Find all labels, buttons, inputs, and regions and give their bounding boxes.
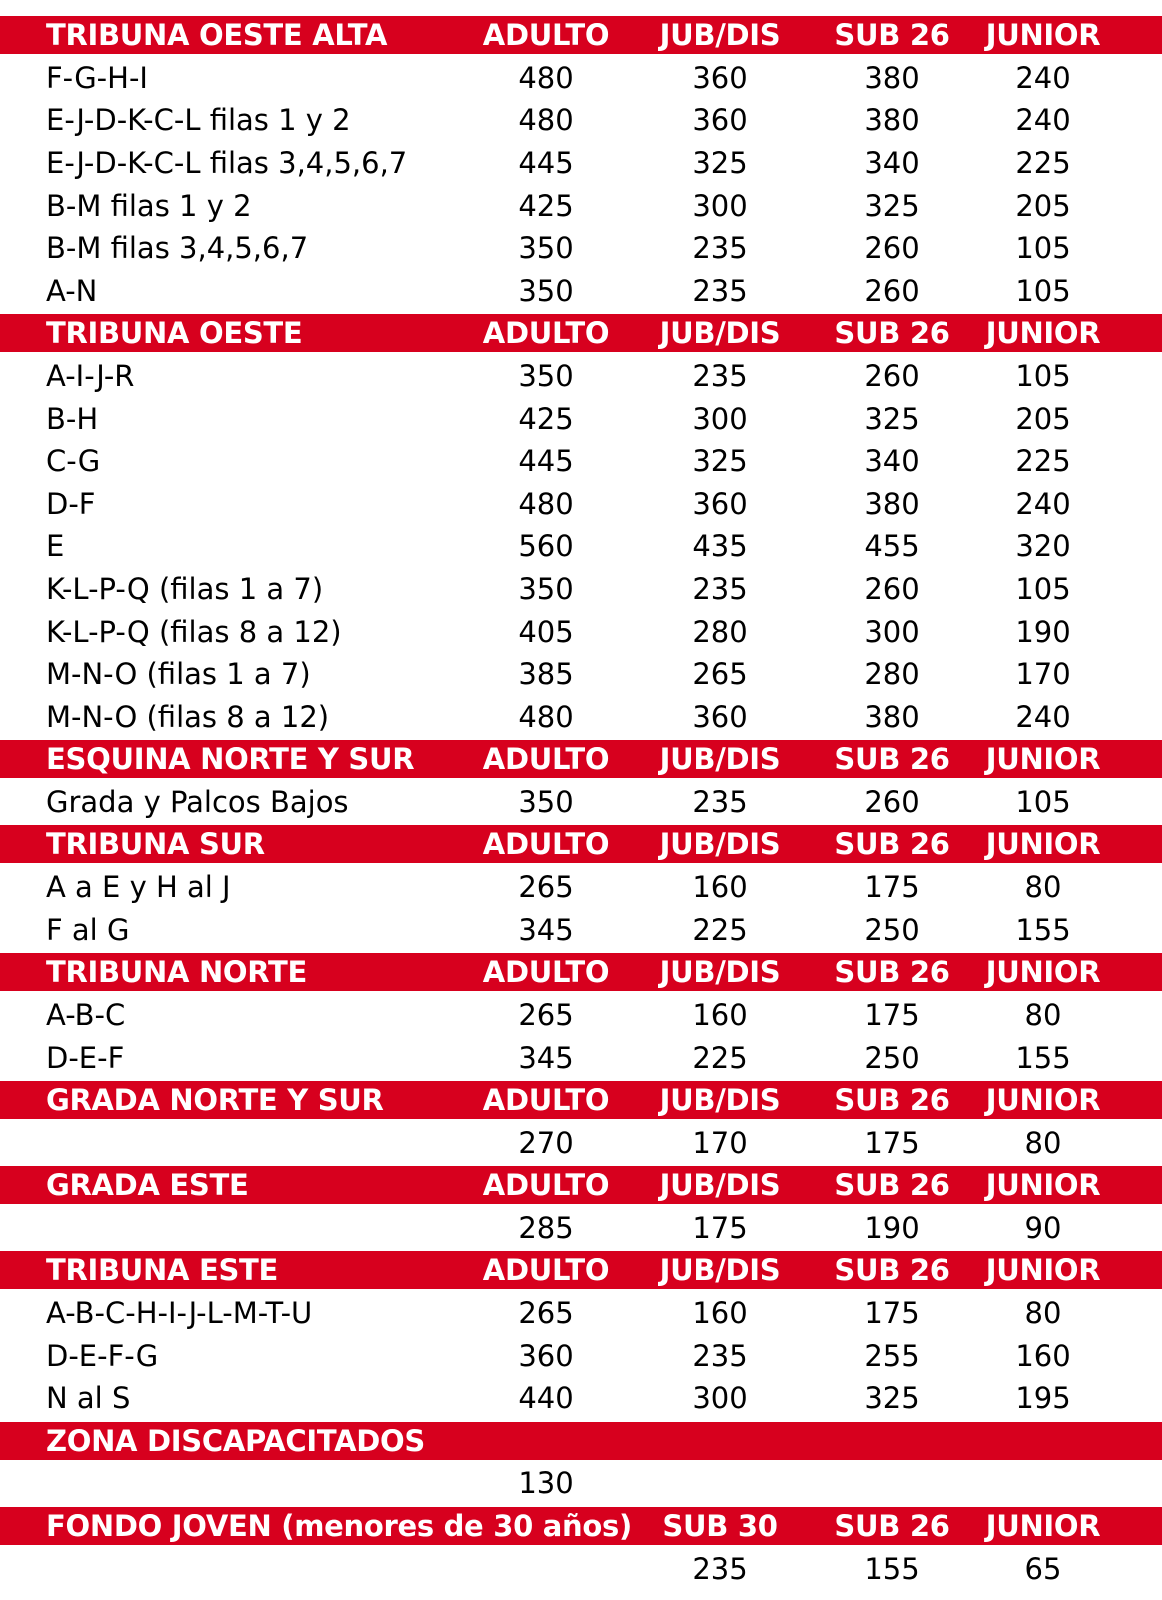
price-cell: 300 xyxy=(692,1381,748,1416)
price-cell: 260 xyxy=(864,784,920,819)
price-cell: 225 xyxy=(692,1040,748,1075)
section-title: TRIBUNA OESTE ALTA xyxy=(46,18,388,52)
table-row xyxy=(0,568,1162,611)
price-cell: 265 xyxy=(518,1296,574,1331)
column-header: SUB 26 xyxy=(834,18,950,52)
price-cell: 350 xyxy=(518,273,574,308)
column-header: JUB/DIS xyxy=(659,1253,781,1288)
row-label: F al G xyxy=(46,912,130,947)
price-cell: 445 xyxy=(518,146,574,181)
row-label xyxy=(46,1462,516,1505)
column-header: JUNIOR xyxy=(985,1168,1101,1203)
price-cell: 285 xyxy=(518,1210,574,1245)
price-cell: 260 xyxy=(864,359,920,394)
column-header: SUB 26 xyxy=(834,742,950,777)
price-cell: 425 xyxy=(518,401,574,436)
price-cell: 235 xyxy=(692,359,748,394)
row-label: M-N-O (filas 1 a 7) xyxy=(46,657,311,692)
price-cell: 435 xyxy=(692,529,748,564)
price-cell: 270 xyxy=(518,1125,574,1160)
price-cell: 190 xyxy=(864,1210,920,1245)
row-label xyxy=(46,1207,516,1250)
section-header xyxy=(0,953,1162,991)
section-title: TRIBUNA OESTE xyxy=(46,316,303,351)
row-label xyxy=(46,1121,516,1164)
section-title: ESQUINA NORTE Y SUR xyxy=(46,742,415,777)
row-label: E-J-D-K-C-L filas 1 y 2 xyxy=(46,103,351,138)
price-cell: 325 xyxy=(692,146,748,181)
price-cell: 350 xyxy=(518,231,574,266)
table-row xyxy=(0,1207,1162,1250)
price-cell: 235 xyxy=(692,273,748,308)
price-cell: 360 xyxy=(692,60,748,95)
table-row xyxy=(0,142,1162,185)
section-header xyxy=(0,1251,1162,1289)
price-cell xyxy=(471,1547,621,1590)
price-cell: 235 xyxy=(692,1338,748,1373)
price-cell: 380 xyxy=(864,103,920,138)
price-cell: 405 xyxy=(518,614,574,649)
column-header xyxy=(471,1422,621,1460)
price-cell: 240 xyxy=(1015,699,1071,734)
table-row xyxy=(0,1377,1162,1420)
price-cell: 360 xyxy=(518,1338,574,1373)
row-label: N al S xyxy=(46,1381,131,1416)
table-row xyxy=(0,397,1162,440)
section-header xyxy=(0,740,1162,778)
price-cell: 280 xyxy=(864,657,920,692)
price-cell: 80 xyxy=(1024,1125,1062,1160)
price-cell: 380 xyxy=(864,486,920,521)
price-cell: 425 xyxy=(518,188,574,223)
column-header: JUNIOR xyxy=(985,742,1101,777)
table-row xyxy=(0,355,1162,398)
price-cell: 175 xyxy=(864,870,920,905)
price-cell: 350 xyxy=(518,572,574,607)
price-cell: 80 xyxy=(1024,1296,1062,1331)
price-cell: 320 xyxy=(1015,529,1071,564)
column-header xyxy=(471,1507,621,1545)
row-label: E-J-D-K-C-L filas 3,4,5,6,7 xyxy=(46,146,408,181)
price-cell: 380 xyxy=(864,60,920,95)
column-header: SUB 30 xyxy=(662,1508,778,1543)
section-title: TRIBUNA NORTE xyxy=(46,955,308,990)
price-cell: 340 xyxy=(864,146,920,181)
price-cell: 225 xyxy=(1015,146,1071,181)
section-header xyxy=(0,1422,1162,1460)
price-cell: 260 xyxy=(864,231,920,266)
column-header: JUNIOR xyxy=(985,1508,1101,1543)
price-cell: 560 xyxy=(518,529,574,564)
row-label: B-M filas 1 y 2 xyxy=(46,188,252,223)
row-label: A-B-C-H-I-J-L-M-T-U xyxy=(46,1296,313,1331)
table-row xyxy=(0,99,1162,142)
table-row xyxy=(0,1334,1162,1377)
price-cell: 195 xyxy=(1015,1381,1071,1416)
price-cell: 155 xyxy=(1015,1040,1071,1075)
column-header: ADULTO xyxy=(482,955,610,990)
price-cell: 105 xyxy=(1015,273,1071,308)
row-label: K-L-P-Q (filas 1 a 7) xyxy=(46,572,324,607)
price-cell: 130 xyxy=(518,1466,574,1501)
row-label: K-L-P-Q (filas 8 a 12) xyxy=(46,614,342,649)
column-header: JUB/DIS xyxy=(659,742,781,777)
column-header: ADULTO xyxy=(482,827,610,862)
price-cell: 160 xyxy=(1015,1338,1071,1373)
price-cell: 105 xyxy=(1015,231,1071,266)
price-cell: 300 xyxy=(692,401,748,436)
price-cell: 155 xyxy=(864,1551,920,1586)
price-cell: 175 xyxy=(864,997,920,1032)
column-header: JUNIOR xyxy=(985,18,1101,52)
section-header xyxy=(0,1081,1162,1119)
table-row xyxy=(0,525,1162,568)
table-row xyxy=(0,610,1162,653)
column-header: SUB 26 xyxy=(834,955,950,990)
price-cell: 385 xyxy=(518,657,574,692)
table-row xyxy=(0,1292,1162,1335)
column-header: SUB 26 xyxy=(834,1168,950,1203)
price-cell xyxy=(645,1462,795,1505)
price-cell: 345 xyxy=(518,912,574,947)
column-header: JUNIOR xyxy=(985,1082,1101,1117)
price-cell: 360 xyxy=(692,699,748,734)
column-header: JUB/DIS xyxy=(659,1082,781,1117)
row-label: B-H xyxy=(46,401,99,436)
price-cell: 105 xyxy=(1015,572,1071,607)
price-cell: 340 xyxy=(864,444,920,479)
price-cell: 250 xyxy=(864,1040,920,1075)
price-cell: 235 xyxy=(692,231,748,266)
table-row xyxy=(0,1121,1162,1164)
price-cell: 455 xyxy=(864,529,920,564)
price-cell: 80 xyxy=(1024,997,1062,1032)
column-header: JUB/DIS xyxy=(659,316,781,351)
table-row xyxy=(0,781,1162,824)
price-cell: 225 xyxy=(692,912,748,947)
price-cell: 350 xyxy=(518,784,574,819)
row-label: A-N xyxy=(46,273,98,308)
column-header: JUB/DIS xyxy=(659,18,781,52)
column-header xyxy=(817,1422,967,1460)
column-header: SUB 26 xyxy=(834,1082,950,1117)
table-row xyxy=(0,1036,1162,1079)
price-cell: 190 xyxy=(1015,614,1071,649)
price-cell: 160 xyxy=(692,1296,748,1331)
section-title: TRIBUNA SUR xyxy=(46,827,265,862)
column-header: SUB 26 xyxy=(834,827,950,862)
column-header: JUB/DIS xyxy=(659,1168,781,1203)
price-cell xyxy=(968,1462,1118,1505)
price-cell: 325 xyxy=(864,401,920,436)
column-header: JUNIOR xyxy=(985,827,1101,862)
row-label: A-I-J-R xyxy=(46,359,135,394)
section-header xyxy=(0,1507,1162,1545)
table-row xyxy=(0,696,1162,739)
table-row xyxy=(0,1547,1162,1590)
price-cell: 260 xyxy=(864,572,920,607)
price-cell: 300 xyxy=(692,188,748,223)
section-title: GRADA NORTE Y SUR xyxy=(46,1082,384,1117)
price-cell: 265 xyxy=(518,997,574,1032)
section-title: TRIBUNA ESTE xyxy=(46,1253,279,1288)
row-label: B-M filas 3,4,5,6,7 xyxy=(46,231,309,266)
column-header: SUB 26 xyxy=(834,316,950,351)
price-cell: 360 xyxy=(692,103,748,138)
price-cell: 360 xyxy=(692,486,748,521)
price-cell xyxy=(817,1462,967,1505)
table-row xyxy=(0,866,1162,909)
price-cell: 440 xyxy=(518,1381,574,1416)
column-header xyxy=(645,1422,795,1460)
price-cell: 480 xyxy=(518,103,574,138)
column-header xyxy=(968,1422,1118,1460)
row-label: Grada y Palcos Bajos xyxy=(46,784,349,819)
price-cell: 175 xyxy=(864,1296,920,1331)
price-cell: 325 xyxy=(692,444,748,479)
price-cell: 170 xyxy=(1015,657,1071,692)
column-header: ADULTO xyxy=(482,1253,610,1288)
price-cell: 240 xyxy=(1015,486,1071,521)
price-cell: 240 xyxy=(1015,103,1071,138)
price-cell: 240 xyxy=(1015,60,1071,95)
column-header: JUNIOR xyxy=(985,316,1101,351)
column-header: JUB/DIS xyxy=(659,827,781,862)
row-label: E xyxy=(46,529,65,564)
column-header: ADULTO xyxy=(482,1082,610,1117)
price-cell: 155 xyxy=(1015,912,1071,947)
table-row xyxy=(0,57,1162,100)
table-row xyxy=(0,440,1162,483)
row-label: D-F xyxy=(46,486,96,521)
price-cell: 445 xyxy=(518,444,574,479)
column-header: ADULTO xyxy=(482,742,610,777)
price-cell: 265 xyxy=(518,870,574,905)
price-cell: 80 xyxy=(1024,870,1062,905)
price-cell: 265 xyxy=(692,657,748,692)
section-title: FONDO JOVEN (menores de 30 años) xyxy=(46,1508,632,1543)
column-header: JUNIOR xyxy=(985,955,1101,990)
column-header: JUB/DIS xyxy=(659,955,781,990)
table-row xyxy=(0,994,1162,1037)
table-row xyxy=(0,227,1162,270)
row-label xyxy=(46,1547,516,1590)
row-label: D-E-F xyxy=(46,1040,125,1075)
column-header: ADULTO xyxy=(482,316,610,351)
table-row xyxy=(0,1462,1162,1505)
row-label: M-N-O (filas 8 a 12) xyxy=(46,699,330,734)
price-cell: 205 xyxy=(1015,401,1071,436)
price-cell: 350 xyxy=(518,359,574,394)
price-cell: 380 xyxy=(864,699,920,734)
section-title: ZONA DISCAPACITADOS xyxy=(46,1423,425,1458)
price-cell: 260 xyxy=(864,273,920,308)
price-cell: 105 xyxy=(1015,784,1071,819)
row-label: A-B-C xyxy=(46,997,126,1032)
row-label: D-E-F-G xyxy=(46,1338,159,1373)
table-row xyxy=(0,270,1162,313)
price-cell: 170 xyxy=(692,1125,748,1160)
row-label: A a E y H al J xyxy=(46,870,231,905)
price-cell: 325 xyxy=(864,188,920,223)
price-cell: 250 xyxy=(864,912,920,947)
price-cell: 65 xyxy=(1024,1551,1062,1586)
price-cell: 325 xyxy=(864,1381,920,1416)
row-label: F-G-H-I xyxy=(46,60,148,95)
price-cell: 235 xyxy=(692,1551,748,1586)
price-cell: 300 xyxy=(864,614,920,649)
column-header: SUB 26 xyxy=(834,1508,950,1543)
price-cell: 235 xyxy=(692,572,748,607)
column-header: SUB 26 xyxy=(834,1253,950,1288)
price-cell: 175 xyxy=(692,1210,748,1245)
price-cell: 235 xyxy=(692,784,748,819)
table-row xyxy=(0,653,1162,696)
price-cell: 160 xyxy=(692,870,748,905)
price-cell: 480 xyxy=(518,60,574,95)
section-header xyxy=(0,1166,1162,1204)
price-cell: 175 xyxy=(864,1125,920,1160)
table-row xyxy=(0,483,1162,526)
table-row xyxy=(0,184,1162,227)
row-label: C-G xyxy=(46,444,101,479)
price-cell: 90 xyxy=(1024,1210,1062,1245)
section-header xyxy=(0,16,1162,54)
price-cell: 225 xyxy=(1015,444,1071,479)
section-header xyxy=(0,825,1162,863)
table-row xyxy=(0,908,1162,951)
price-cell: 480 xyxy=(518,486,574,521)
price-cell: 480 xyxy=(518,699,574,734)
price-cell: 105 xyxy=(1015,359,1071,394)
price-cell: 205 xyxy=(1015,188,1071,223)
price-cell: 160 xyxy=(692,997,748,1032)
column-header: ADULTO xyxy=(482,18,610,52)
column-header: JUNIOR xyxy=(985,1253,1101,1288)
column-header: ADULTO xyxy=(482,1168,610,1203)
section-title: GRADA ESTE xyxy=(46,1168,249,1203)
section-header xyxy=(0,314,1162,352)
price-cell: 255 xyxy=(864,1338,920,1373)
price-cell: 345 xyxy=(518,1040,574,1075)
price-cell: 280 xyxy=(692,614,748,649)
